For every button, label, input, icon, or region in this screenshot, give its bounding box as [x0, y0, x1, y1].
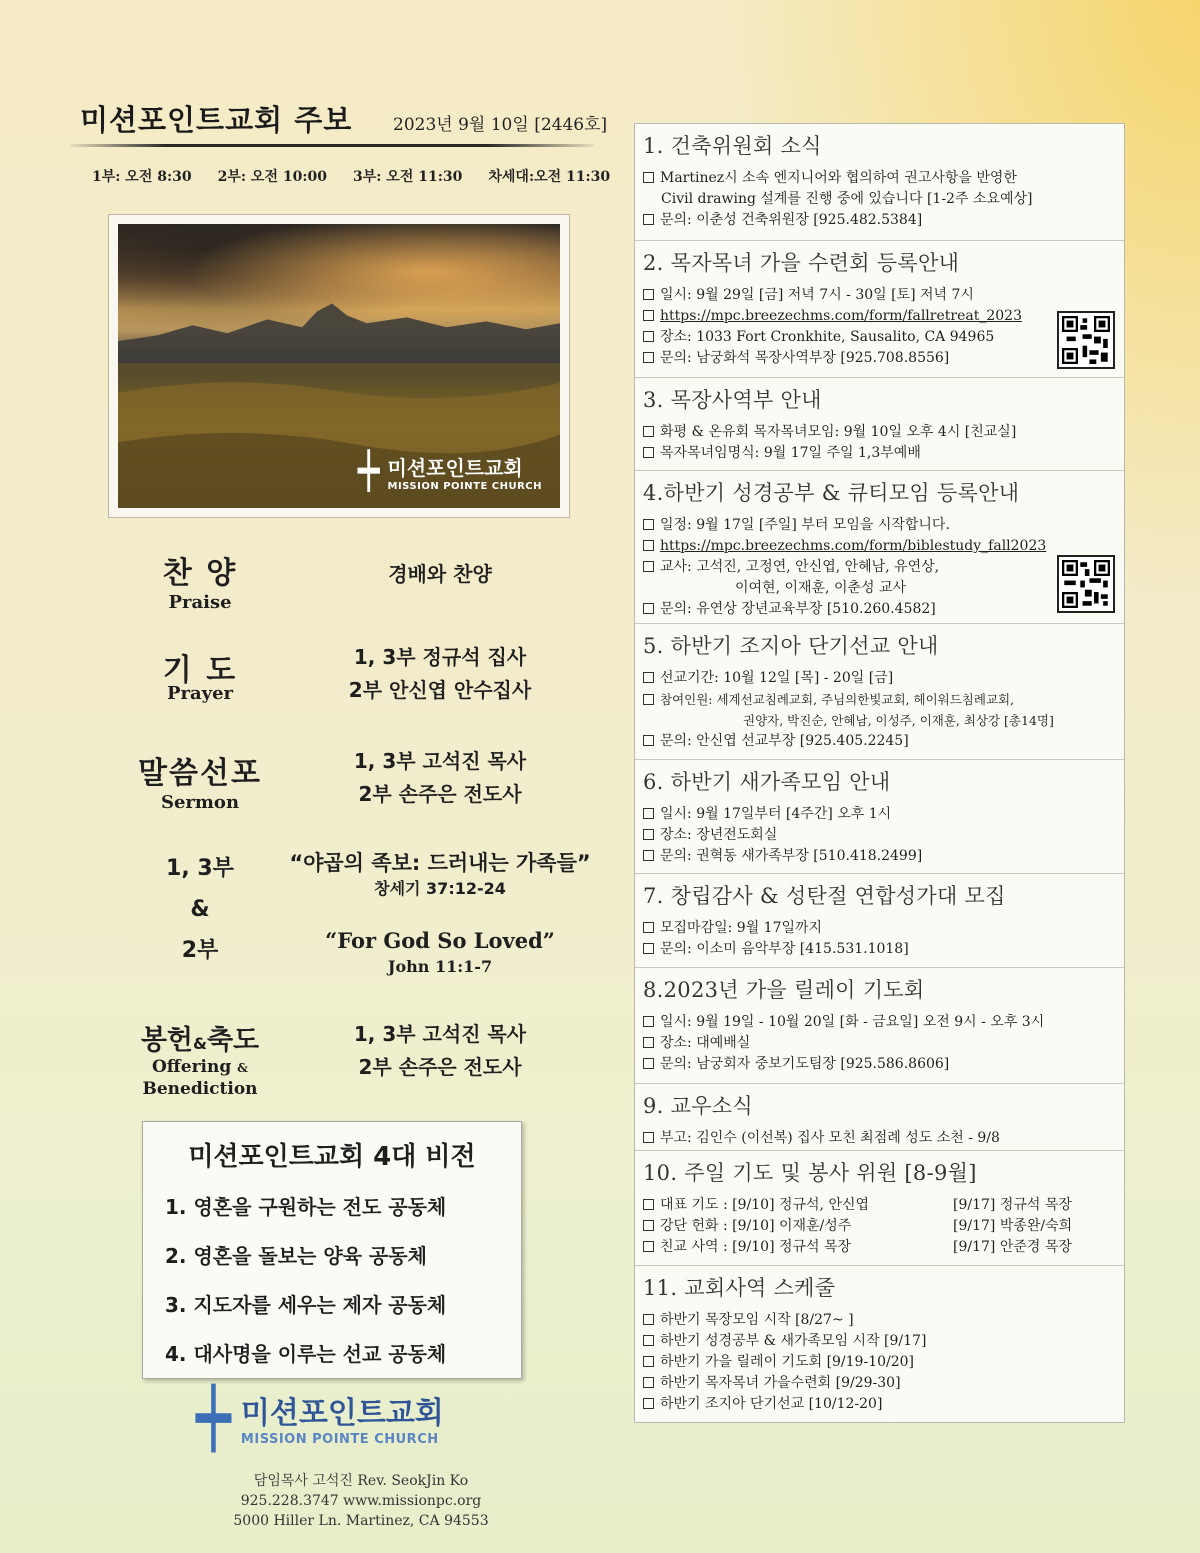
vision-item: 4. 대사명을 이루는 선교 공동체: [165, 1342, 447, 1366]
service-time-1: 1부: 오전 8:30: [92, 169, 192, 185]
title-divider: [70, 144, 595, 147]
sermon-preacher-2: 2부 손주은 전도사: [358, 782, 522, 806]
checkbox-icon: [643, 829, 654, 840]
announcement-heading: 11. 교회사역 스케줄: [643, 1276, 836, 1300]
service-time-2: 2부: 오전 10:00: [217, 169, 327, 185]
offering-label: 봉헌: [140, 1025, 194, 1056]
volunteer-row-next: [9/17] 안준경 목장: [953, 1239, 1072, 1255]
service-time-3: 3부: 오전 11:30: [353, 169, 463, 185]
announcement-new-family: [635, 760, 1124, 874]
checkbox-icon: [643, 289, 654, 300]
announcement-line: 선교기간: 10월 12일 [목] - 20일 [금]: [660, 670, 894, 686]
vision-heading: 미션포인트교회 4대 비전: [188, 1142, 476, 1172]
announcement-line: Martinez시 소속 엔지니어와 협의하여 권고사항을 반영한: [660, 170, 1017, 186]
announcement-retreat: [635, 241, 1124, 378]
announcement-schedule: [635, 1266, 1124, 1422]
announcement-heading: 7. 창립감사 & 성탄절 연합성가대 모집: [643, 884, 1006, 908]
vision-item: 2. 영혼을 돌보는 양육 공동체: [165, 1244, 427, 1268]
announcement-line: 일시: 9월 17일부터 [4주간] 오후 1시: [660, 806, 892, 822]
announcement-service-volunteers: [635, 1151, 1124, 1266]
announcement-bible-study: [635, 471, 1124, 624]
checkbox-icon: [643, 603, 654, 614]
checkbox-icon: [643, 1241, 654, 1252]
praise-label: 찬 양: [162, 556, 238, 591]
checkbox-icon: [643, 447, 654, 458]
announcement-line: 문의: 남궁회자 중보기도팀장 [925.586.8606]: [660, 1056, 950, 1072]
checkbox-icon: [643, 943, 654, 954]
message-service-1-3: 1, 3부: [166, 856, 234, 881]
announcement-line: 부고: 김인수 (이선복) 집사 모친 최점례 성도 소천 - 9/8: [660, 1130, 1000, 1146]
announcement-line: 권양자, 박진순, 안혜남, 이성주, 이재훈, 최상강 [총14명]: [743, 713, 1054, 728]
announcement-building: [635, 124, 1124, 241]
checkbox-icon: [643, 310, 654, 321]
announcement-heading: 10. 주일 기도 및 봉사 위원 [8-9월]: [643, 1161, 977, 1185]
checkbox-icon: [643, 540, 654, 551]
announcement-line: 이여현, 이재훈, 이춘성 교사: [735, 580, 907, 596]
checkbox-icon: [643, 331, 654, 342]
checkbox-icon: [643, 850, 654, 861]
checkbox-icon: [643, 1377, 654, 1388]
announcement-line: 일정: 9월 17일 [주일] 부터 모임을 시작합니다.: [660, 517, 950, 533]
benediction-pastor-2: 2부 손주은 전도사: [358, 1055, 522, 1079]
checkbox-icon: [643, 1016, 654, 1027]
announcement-choir: [635, 874, 1124, 968]
volunteer-row: 친교 사역 : [9/10] 정규석 목장: [660, 1239, 852, 1255]
checkbox-icon: [643, 1220, 654, 1231]
benediction-label: 축도: [206, 1025, 260, 1056]
announcement-heading: 4.하반기 성경공부 & 큐티모임 등록안내: [643, 481, 1020, 505]
announcement-heading: 8.2023년 가을 릴레이 기도회: [643, 978, 925, 1002]
volunteer-row-next: [9/17] 박종완/숙희: [953, 1218, 1073, 1234]
sermon-label-en: Sermon: [160, 792, 240, 813]
vision-item: 1. 영혼을 구원하는 전도 공동체: [165, 1195, 447, 1219]
sermon-scripture-english: John 11:1-7: [387, 957, 493, 976]
order-message: [120, 848, 591, 988]
bulletin-date: 2023년 9월 10일 [2446호]: [393, 115, 608, 135]
photo-church-logo: [358, 452, 542, 492]
retreat-registration-link[interactable]: https://mpc.breezechms.com/form/fallretreat_2023: [660, 308, 1022, 324]
announcement-heading: 3. 목장사역부 안내: [643, 388, 822, 412]
announcement-heading: 9. 교우소식: [643, 1094, 753, 1118]
announcement-line: 일시: 9월 29일 [금] 저녁 7시 - 30일 [토] 저녁 7시: [660, 287, 974, 303]
phone-website: 925.228.3747 www.missionpc.org: [240, 1493, 482, 1509]
photo-logo-korean: 미션포인트교회: [387, 456, 523, 480]
announcement-line: 문의: 안신엽 선교부장 [925.405.2245]: [660, 733, 909, 749]
service-time-youth: 차세대:오전 11:30: [488, 169, 611, 185]
announcement-line: 문의: 이춘성 건축위원장 [925.482.5384]: [660, 212, 923, 228]
schedule-item: 하반기 조지아 단기선교 [10/12-20]: [660, 1396, 883, 1412]
church-logo-english: MISSION POINTE CHURCH: [240, 1432, 439, 1447]
checkbox-icon: [643, 352, 654, 363]
checkbox-icon: [643, 1335, 654, 1346]
checkbox-icon: [643, 172, 654, 183]
checkbox-icon: [643, 1356, 654, 1367]
order-offering: [120, 1018, 580, 1098]
volunteer-row: 대표 기도 : [9/10] 정규석, 안신엽: [660, 1197, 870, 1213]
announcement-heading: 1. 건축위원회 소식: [643, 134, 822, 158]
announcement-heading: 6. 하반기 새가족모임 안내: [643, 770, 891, 794]
checkbox-icon: [643, 1132, 654, 1143]
praise-value: 경배와 찬양: [388, 562, 492, 586]
announcement-line: 일시: 9월 19일 - 10월 20일 [화 - 금요일] 오전 9시 - 오후 3시: [660, 1014, 1045, 1030]
announcement-line: 문의: 유연상 장년교육부장 [510.260.4582]: [660, 601, 936, 617]
announcement-line: 문의: 남궁화석 목장사역부장 [925.708.8556]: [660, 350, 950, 366]
order-prayer: [120, 645, 580, 715]
checkbox-icon: [643, 214, 654, 225]
sermon-title-english: “For God So Loved”: [325, 928, 555, 953]
church-logo-korean: 미션포인트교회: [240, 1396, 444, 1431]
announcement-line: 교사: 고석진, 고정연, 안신엽, 안혜남, 유연상,: [660, 559, 940, 575]
announcement-line: Civil drawing 설계를 진행 중에 있습니다 [1-2주 소요예상]: [661, 191, 1033, 207]
qr-code-icon[interactable]: [1057, 555, 1115, 613]
church-logo: [196, 1383, 444, 1452]
announcement-line: 문의: 권혁동 새가족부장 [510.418.2499]: [660, 848, 923, 864]
checkbox-icon: [643, 922, 654, 933]
checkbox-icon: [643, 808, 654, 819]
benediction-label-en: Benediction: [142, 1079, 258, 1099]
landscape-photo-frame: [108, 214, 570, 518]
checkbox-icon: [643, 735, 654, 746]
announcement-line: 모집마감일: 9월 17일까지: [660, 920, 823, 936]
senior-pastor: 담임목사 고석진 Rev. SeokJin Ko: [253, 1473, 469, 1489]
checkbox-icon: [643, 1314, 654, 1325]
announcement-heading: 2. 목자목녀 가을 수련회 등록안내: [643, 251, 960, 275]
prayer-leader-2: 2부 안신엽 안수집사: [348, 678, 532, 702]
cross-logo-icon: ┿: [196, 1383, 231, 1452]
announcement-heading: 5. 하반기 조지아 단기선교 안내: [643, 634, 939, 658]
landscape-photo: [118, 224, 560, 508]
service-times: [92, 166, 610, 186]
checkbox-icon: [643, 519, 654, 530]
offering-label-en: Offering: [151, 1057, 232, 1077]
church-contact: [176, 1471, 546, 1531]
order-sermon: [120, 748, 580, 818]
volunteer-row-next: [9/17] 정규석 목장: [953, 1197, 1072, 1213]
sermon-scripture-korean: 창세기 37:12-24: [374, 879, 506, 898]
announcement-mission-trip: [635, 624, 1124, 760]
vision-box: [142, 1121, 522, 1379]
announcement-line: 장소: 대예배실: [660, 1035, 751, 1051]
praise-label-en: Praise: [168, 592, 232, 613]
checkbox-icon: [643, 1398, 654, 1409]
announcement-line: 참여인원: 세계선교침례교회, 주님의한빛교회, 헤이워드침례교회,: [660, 692, 1015, 707]
announcement-line: 장소: 장년전도회실: [660, 827, 778, 843]
announcement-line: 장소: 1033 Fort Cronkhite, Sausalito, CA 94965: [660, 329, 995, 345]
cross-logo-icon: ┿: [357, 451, 380, 492]
announcement-line: 화평 & 온유회 목자목녀모임: 9월 10일 오후 4시 [친교실]: [660, 424, 1017, 440]
announcement-line: 문의: 이소미 음악부장 [415.531.1018]: [660, 941, 909, 957]
announcements-panel: [634, 123, 1125, 1423]
announcement-members-news: [635, 1084, 1124, 1151]
checkbox-icon: [643, 1199, 654, 1210]
schedule-item: 하반기 목자목녀 가을수련회 [9/29-30]: [660, 1375, 901, 1391]
sermon-label: 말씀선포: [138, 756, 262, 791]
checkbox-icon: [643, 1058, 654, 1069]
prayer-leader-1: 1, 3부 정규석 집사: [353, 645, 527, 669]
sermon-preacher-1: 1, 3부 고석진 목사: [353, 749, 527, 773]
announcement-prayer-relay: [635, 968, 1124, 1084]
schedule-item: 하반기 목장모임 시작 [8/27~ ]: [660, 1312, 854, 1328]
announcement-ministry: [635, 378, 1124, 471]
offering-amp-en: &: [237, 1061, 248, 1075]
message-service-2: 2부: [181, 938, 219, 963]
photo-logo-english: MISSION POINTE CHURCH: [387, 481, 542, 492]
checkbox-icon: [643, 672, 654, 683]
order-praise: [120, 548, 580, 618]
vision-item: 3. 지도자를 세우는 제자 공동체: [165, 1293, 447, 1317]
announcement-line: 목자목녀임명식: 9월 17일 주일 1,3부예배: [660, 445, 921, 461]
schedule-item: 하반기 가을 릴레이 기도회 [9/19-10/20]: [660, 1354, 915, 1370]
qr-code-icon[interactable]: [1057, 311, 1115, 369]
page-title: 미션포인트교회 주보: [80, 103, 353, 137]
church-address: 5000 Hiller Ln. Martinez, CA 94553: [233, 1513, 489, 1529]
checkbox-icon: [643, 694, 654, 705]
prayer-label: 기 도: [162, 653, 238, 688]
message-amp: &: [190, 897, 210, 922]
offering-amp: &: [193, 1034, 207, 1053]
prayer-label-en: Prayer: [166, 683, 234, 704]
checkbox-icon: [643, 426, 654, 437]
checkbox-icon: [643, 1037, 654, 1048]
checkbox-icon: [643, 561, 654, 572]
volunteer-row: 강단 헌화 : [9/10] 이재훈/성주: [660, 1218, 852, 1234]
bible-study-registration-link[interactable]: https://mpc.breezechms.com/form/biblestudy_fall2023: [660, 538, 1047, 554]
sermon-title-korean: “야곱의 족보: 드러내는 가족들”: [289, 851, 591, 875]
benediction-pastor-1: 1, 3부 고석진 목사: [353, 1022, 527, 1046]
schedule-item: 하반기 성경공부 & 새가족모임 시작 [9/17]: [660, 1333, 927, 1349]
